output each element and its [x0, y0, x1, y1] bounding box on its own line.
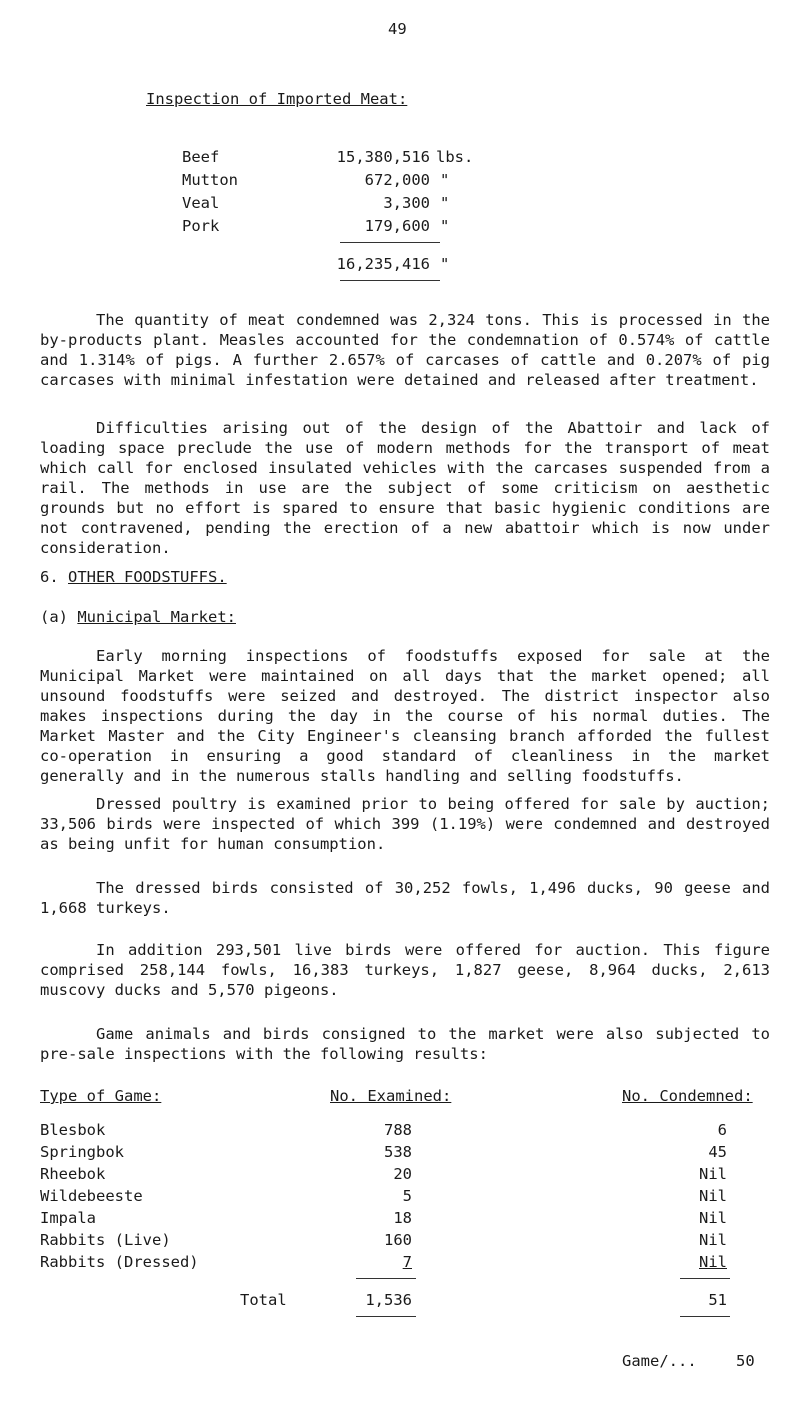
meat-value: 15,380,516	[336, 148, 430, 166]
subsection-heading	[40, 608, 236, 626]
game-table-header	[0, 1087, 800, 1107]
table-row	[0, 1121, 800, 1141]
game-examined: 538	[384, 1143, 412, 1161]
header-condemned: No. Condemned:	[622, 1087, 753, 1105]
catchword: Game/...	[622, 1352, 697, 1370]
meat-total-value: 16,235,416	[336, 255, 430, 273]
page-number: 49	[388, 20, 407, 38]
game-examined: 5	[402, 1187, 412, 1205]
table-row	[0, 1143, 800, 1163]
game-total-label: Total	[240, 1291, 287, 1309]
game-condemned: 6	[717, 1121, 727, 1139]
game-condemned: 45	[708, 1143, 727, 1161]
game-total-row	[0, 1291, 800, 1311]
next-page-number: 50	[736, 1352, 755, 1370]
meat-value: 672,000	[364, 171, 430, 189]
meat-row	[0, 194, 800, 214]
header-examined: No. Examined:	[330, 1087, 452, 1105]
condemned-subtotal-rule	[680, 1278, 730, 1279]
game-type: Impala	[40, 1209, 96, 1227]
meat-total-underline	[340, 280, 440, 281]
paragraph-dressed-birds: The dressed birds consisted of 30,252 fowls, 1,496 ducks, 90 geese and 1,668 turkeys.	[40, 879, 770, 917]
paragraph-condemned-meat: The quantity of meat condemned was 2,324 tons. This is processed in the by-products plant. Measles accounted for the condemnation of 0.574% of cattle and 1.314% of pigs. A further 2.657% of carcases of cattle and 0.207% of pig carcases with minimal infestation were detained and released after treatment.	[40, 311, 770, 389]
game-examined: 7	[402, 1253, 412, 1271]
meat-total-row	[0, 255, 800, 275]
paragraph-dressed-poultry: Dressed poultry is examined prior to being offered for sale by auction; 33,506 birds were inspected of which 399 (1.19%) were condemned and destroyed as being unfit for human consumption.	[40, 795, 770, 853]
game-type: Springbok	[40, 1143, 124, 1161]
game-type: Wildebeeste	[40, 1187, 143, 1205]
subsection-title: Municipal Market:	[77, 608, 236, 626]
meat-heading: Inspection of Imported Meat:	[146, 90, 408, 108]
examined-total-underline	[356, 1316, 416, 1317]
game-condemned: Nil	[699, 1187, 727, 1205]
meat-unit: "	[440, 171, 450, 189]
section-title: OTHER FOODSTUFFS.	[68, 568, 227, 586]
game-examined: 20	[393, 1165, 412, 1183]
header-type: Type of Game:	[40, 1087, 162, 1105]
meat-unit: lbs.	[436, 148, 474, 166]
game-examined: 788	[384, 1121, 412, 1139]
meat-name: Veal	[182, 194, 220, 212]
meat-name: Pork	[182, 217, 220, 235]
table-row	[0, 1165, 800, 1185]
table-row	[0, 1187, 800, 1207]
meat-unit: "	[440, 217, 450, 235]
examined-subtotal-rule	[356, 1278, 416, 1279]
paragraph-live-birds: In addition 293,501 live birds were offered for auction. This figure comprised 258,144 fowls, 16,383 turkeys, 1,827 geese, 8,964 ducks, 2,613 muscovy ducks and 5,570 pigeons.	[40, 941, 770, 999]
meat-name: Beef	[182, 148, 220, 166]
meat-total-unit: "	[440, 255, 450, 273]
game-condemned: Nil	[699, 1165, 727, 1183]
game-total-examined: 1,536	[365, 1291, 412, 1309]
paragraph-game-intro: Game animals and birds consigned to the market were also subjected to pre-sale inspections with the following results:	[40, 1025, 770, 1063]
paragraph-market-inspections: Early morning inspections of foodstuffs exposed for sale at the Municipal Market were maintained on all days that the market opened; all unsound foodstuffs were seized and destroyed. The district inspector also makes inspections during the day in the course of his normal duties. The Market Master and the City Engineer's cleansing branch afforded the fullest co-operation in ensuring a good standard of cleanliness in the market generally and in the numerous stalls handling and selling foodstuffs.	[40, 647, 770, 785]
game-condemned: Nil	[699, 1231, 727, 1249]
table-row	[0, 1209, 800, 1229]
game-condemned: Nil	[699, 1209, 727, 1227]
meat-row	[0, 171, 800, 191]
condemned-total-underline	[680, 1316, 730, 1317]
table-row	[0, 1231, 800, 1251]
subsection-label: (a)	[40, 608, 68, 626]
paragraph-abattoir-difficulties: Difficulties arising out of the design of the Abattoir and lack of loading space preclude the use of modern methods for the transport of meat which call for enclosed insulated vehicles with the carcases suspended from a rail. The methods in use are the subject of some criticism on aesthetic grounds but no effort is spared to ensure that basic hygienic conditions are not contravened, pending the erection of a new abattoir which is now under consideration.	[40, 419, 770, 557]
game-examined: 160	[384, 1231, 412, 1249]
meat-value: 179,600	[364, 217, 430, 235]
game-type: Rabbits (Dressed)	[40, 1253, 199, 1271]
meat-unit: "	[440, 194, 450, 212]
meat-name: Mutton	[182, 171, 238, 189]
game-total-condemned: 51	[708, 1291, 727, 1309]
table-row	[0, 1253, 800, 1273]
meat-row	[0, 148, 800, 168]
game-type: Blesbok	[40, 1121, 106, 1139]
meat-value: 3,300	[383, 194, 430, 212]
meat-row	[0, 217, 800, 237]
section-number: 6.	[40, 568, 59, 586]
section-heading	[40, 568, 227, 586]
game-type: Rheebok	[40, 1165, 106, 1183]
meat-total-rule	[340, 242, 440, 243]
game-condemned: Nil	[699, 1253, 727, 1271]
game-examined: 18	[393, 1209, 412, 1227]
game-type: Rabbits (Live)	[40, 1231, 171, 1249]
